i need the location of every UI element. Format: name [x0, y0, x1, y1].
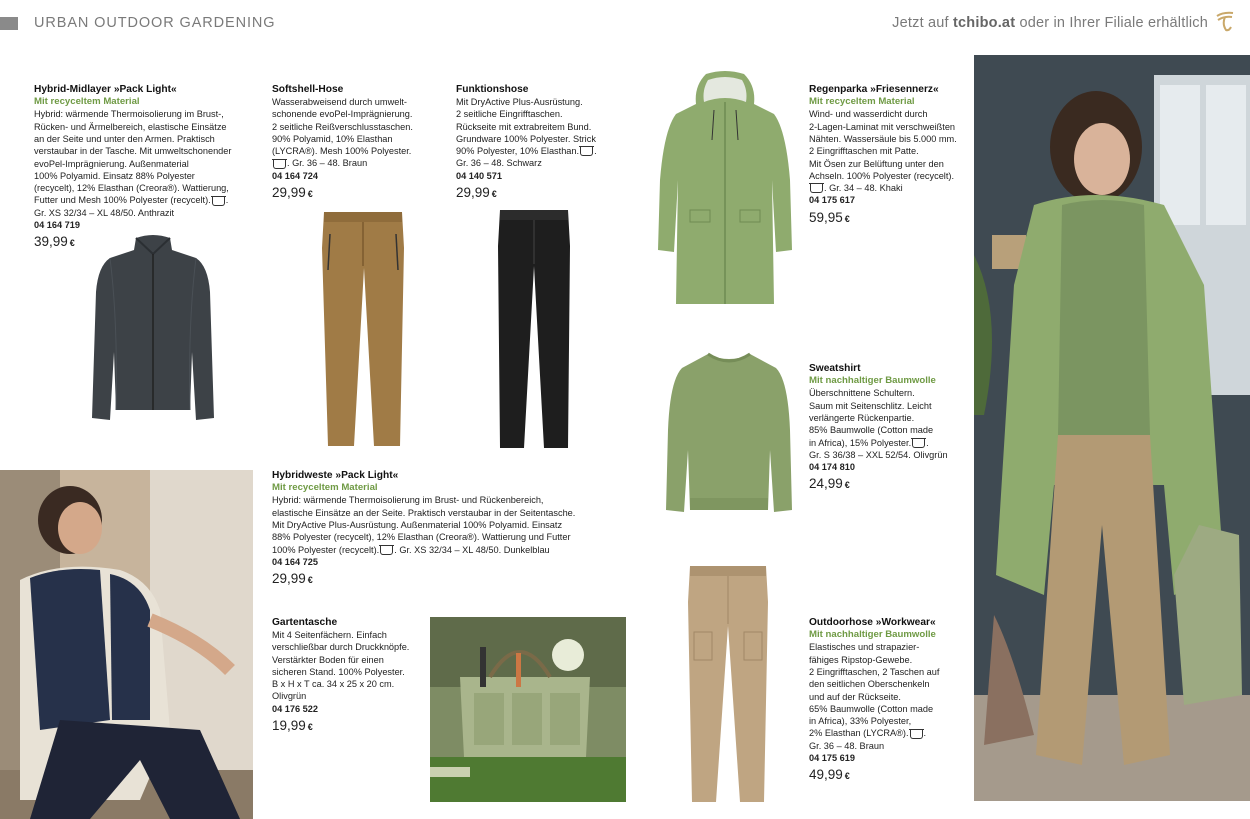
garden-bag-photo	[430, 617, 626, 802]
woman-vest-photo	[0, 470, 253, 819]
article-number: 04 164 725	[272, 556, 318, 567]
product-subtitle: Mit recyceltem Material	[34, 96, 140, 107]
product-price: 59,95 €	[809, 209, 850, 225]
product-title: Hybridweste »Pack Light«	[272, 470, 399, 481]
product-title: Sweatshirt	[809, 363, 861, 374]
product-price: 24,99 €	[809, 476, 850, 492]
product-subtitle: Mit recyceltem Material	[809, 96, 915, 107]
product-title: Outdoorhose »Workwear«	[809, 617, 936, 628]
wash-icon	[273, 160, 286, 169]
product-description: Hybrid: wärmende Thermoisolierung im Brust-, Rücken- und Ärmelbereich, elastische Einsätze an der Seite und unter den Armen. Praktisch verstaubar in der Tasche. Mit umweltschonender evoPel-Imprägnierung. Außenmaterial 100% Polyamid. Einsatz 88% Polyester (recycelt), 12% Elasthan (Creora®). Wattierung, Futter und Mesh 100% Polyester (recycelt). . Gr. XS 32/34 – XL 48/50. Anthrazit	[34, 109, 232, 218]
article-number: 04 164 719	[34, 220, 80, 231]
wash-icon	[380, 546, 393, 555]
product-title: Regenparka »Friesennerz«	[809, 84, 939, 95]
product-title: Gartentasche	[272, 617, 338, 628]
brand-logo-icon	[1214, 10, 1236, 32]
wash-icon	[810, 184, 823, 193]
product-funktionshose	[456, 83, 616, 203]
product-price: 19,99 €	[272, 718, 313, 734]
availability-note	[892, 15, 1208, 31]
wash-icon	[912, 439, 925, 448]
product-price: 29,99 €	[272, 185, 313, 201]
article-number: 04 174 810	[809, 462, 855, 473]
product-price: 39,99 €	[34, 234, 75, 250]
article-number: 04 176 522	[272, 703, 318, 714]
product-description: Wasserabweisend durch umwelt- schonende evoPel-Imprägnierung. 2 seitliche Reißverschlusstaschen. 90% Polyamid, 10% Elasthan (LYCRA®). Mesh 100% Polyester. . Gr. 36 – 48. Braun	[272, 97, 413, 169]
product-subtitle: Mit nachhaltiger Baumwolle	[809, 629, 936, 640]
shop-link[interactable]: tchibo.at	[953, 15, 1016, 31]
product-description: Mit DryActive Plus-Ausrüstung. 2 seitliche Eingrifftaschen. Rückseite mit extrabreitem Bund. Grundware 100% Polyester. Strick 90% Polyester, 10% Elasthan. . Gr. 36 – 48. Schwarz	[456, 97, 597, 169]
availability-prefix: Jetzt auf	[892, 15, 954, 31]
article-number: 04 175 617	[809, 195, 855, 206]
product-title: Funktionshose	[456, 84, 529, 95]
product-midlayer	[34, 83, 239, 252]
product-regenparka	[809, 83, 969, 228]
regenparka-image	[656, 70, 794, 308]
article-number: 04 140 571	[456, 170, 502, 181]
product-sweatshirt	[809, 362, 969, 494]
softshell-pants-image	[318, 208, 408, 448]
product-subtitle: Mit recyceltem Material	[272, 482, 378, 493]
product-hybridweste	[272, 469, 592, 589]
product-description: Überschnittene Schultern. Saum mit Seitenschlitz. Leicht verlängerte Rückenpartie. 85% Baumwolle (Cotton made in Africa), 15% Polyester. . Gr. S 36/38 – XXL 52/54. Olivgrün	[809, 388, 948, 460]
product-price: 29,99 €	[456, 185, 497, 201]
article-number: 04 164 724	[272, 170, 318, 181]
product-description: Mit 4 Seitenfächern. Einfach verschließbar durch Druckknöpfe. Verstärkter Boden für einen sicheren Stand. 100% Polyester. B x H x T ca. 34 x 25 x 20 cm. Olivgrün	[272, 630, 410, 702]
funktionshose-image	[494, 206, 574, 450]
product-price: 49,99 €	[809, 767, 850, 783]
outdoorhose-image	[686, 562, 770, 806]
product-description: Elastisches und strapazier- fähiges Ripstop-Gewebe. 2 Eingrifftaschen, 2 Taschen auf den seitlichen Oberschenkeln und auf der Rückseite. 65% Baumwolle (Cotton made in Africa), 33% Polyester, 2% Elasthan (LYCRA®). . Gr. 36 – 48. Braun	[809, 642, 940, 751]
product-description: Wind- und wasserdicht durch 2-Lagen-Laminat mit verschweißten Nähten. Wassersäule bis 5.000 mm. 2 Eingrifftaschen mit Patte. Mit Ösen zur Belüftung unter den Achseln. 100% Polyester (recycelt). . Gr. 34 – 48. Khaki	[809, 109, 957, 194]
product-softshell	[272, 83, 442, 203]
availability-suffix: oder in Ihrer Filiale erhältlich	[1015, 15, 1208, 31]
header-accent-bar	[0, 17, 18, 30]
product-description: Hybrid: wärmende Thermoisolierung im Brust- und Rückenbereich, elastische Einsätze an der Seite. Praktisch verstaubar in der Seitentasche. Mit DryActive Plus-Ausrüstung. Außenmaterial 100% Polyamid. Einsatz 88% Polyester (recycelt), 12% Elasthan (Creora®). Wattierung und Futter 100% Polyester (recycelt). . Gr. XS 32/34 – XL 48/50. Dunkelblau	[272, 495, 576, 555]
sweatshirt-image	[664, 350, 794, 518]
wash-icon	[212, 197, 225, 206]
midlayer-jacket-image	[88, 232, 218, 424]
article-number: 04 175 619	[809, 753, 855, 764]
product-subtitle: Mit nachhaltiger Baumwolle	[809, 375, 936, 386]
product-price: 29,99 €	[272, 571, 313, 587]
product-gartentasche	[272, 616, 427, 736]
product-outdoorhose	[809, 616, 969, 785]
section-title: URBAN OUTDOOR GARDENING	[34, 15, 276, 31]
woman-parka-photo	[974, 55, 1250, 801]
product-title: Hybrid-Midlayer »Pack Light«	[34, 84, 177, 95]
wash-icon	[580, 147, 593, 156]
product-title: Softshell-Hose	[272, 84, 344, 95]
wash-icon	[910, 730, 923, 739]
